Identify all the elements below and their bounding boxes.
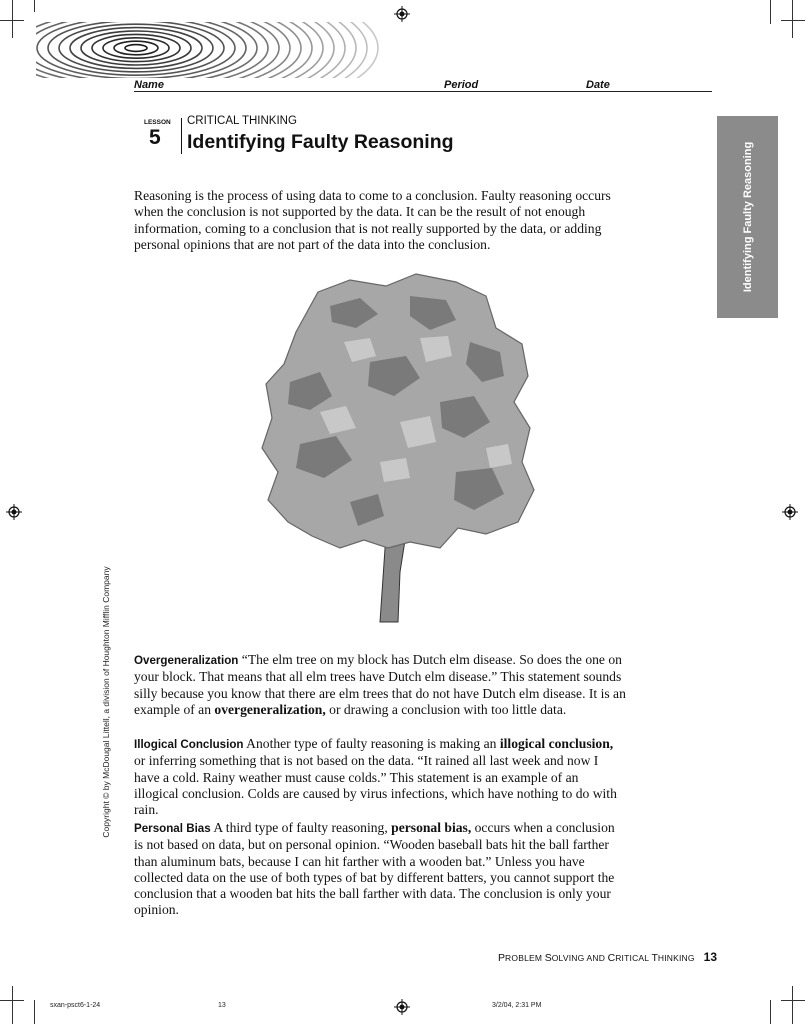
registration-mark-icon bbox=[394, 999, 410, 1015]
section-bold-term: overgeneralization, bbox=[214, 701, 326, 717]
registration-mark-icon bbox=[394, 6, 410, 22]
page-title: Identifying Faulty Reasoning bbox=[187, 131, 454, 153]
page-number: 13 bbox=[703, 950, 717, 964]
section-bold-term: illogical conclusion, bbox=[499, 736, 614, 751]
term-heading: Personal Bias bbox=[134, 822, 211, 835]
lesson-category: CRITICAL THINKING bbox=[187, 115, 297, 127]
section-personal-bias bbox=[134, 820, 626, 919]
section-text: or inferring something that is not based on the data. “It rained all last week and now I have a cold. Rainy weather must cause colds.” This statement is an example of an illogical conclusion. Colds are caused by virus infections, which have nothing to do with rain. bbox=[134, 753, 617, 818]
page-footer: PROBLEM SOLVING AND CRITICAL THINKING 13 bbox=[498, 950, 717, 964]
term-heading: Overgeneralization bbox=[134, 654, 239, 667]
period-label: Period bbox=[444, 79, 479, 91]
section-illogical-conclusion bbox=[134, 736, 626, 818]
section-text: A third type of faulty reasoning, bbox=[210, 820, 392, 835]
section-text: “The elm tree on my block has Dutch elm disease. So does the one on your block. That means that all elm trees have Dutch elm disease.” This statement sounds silly because you know that there are elm trees that do not have Dutch elm disease. It is an example of an bbox=[134, 652, 626, 717]
lesson-number: 5 bbox=[149, 126, 161, 149]
side-tab bbox=[717, 116, 778, 318]
slug-page: 13 bbox=[218, 1002, 226, 1009]
term-heading: Illogical Conclusion bbox=[134, 738, 244, 751]
lesson-divider bbox=[181, 118, 182, 154]
registration-mark-icon bbox=[6, 504, 22, 520]
copyright-notice: Copyright © by McDougal Littell, a division of Houghton Mifflin Company bbox=[101, 566, 111, 838]
slug-date: 3/2/04, 2:31 PM bbox=[492, 1002, 542, 1009]
elm-tree-illustration bbox=[260, 272, 540, 624]
header-rule bbox=[134, 91, 712, 92]
section-overgeneralization bbox=[134, 652, 626, 718]
intro-paragraph: Reasoning is the process of using data to come to a conclusion. Faulty reasoning occurs when the conclusion is not supported by the data. It can be the result of not enough information, coming to a conclusion that is not really supported by the data, or adding personal opinions that are not part of the data into the conclusion. bbox=[134, 188, 611, 252]
lesson-label: LESSON bbox=[144, 119, 171, 126]
section-text: or drawing a conclusion with too little data. bbox=[325, 701, 567, 717]
slug-filename: sxan-psct6-1-24 bbox=[50, 1002, 101, 1009]
side-tab-label: Identifying Faulty Reasoning bbox=[741, 141, 754, 293]
ripple-banner bbox=[36, 22, 656, 78]
section-text: Another type of faulty reasoning is making an bbox=[243, 736, 500, 751]
section-text: occurs when a conclusion is not based on data, but on personal opinion. “Wooden baseball bats hit the ball farther than aluminum bats, because I can hit farther with a wooden bat.” Unless you have collected data on the use of both types of bat by different batters, you cannot support the conclusion that a wooden bat hits the ball farther with data. The conclusion is only your opinion. bbox=[134, 820, 615, 918]
name-label: Name bbox=[134, 79, 164, 91]
date-label: Date bbox=[586, 79, 610, 91]
section-bold-term: personal bias, bbox=[391, 820, 472, 835]
registration-mark-icon bbox=[782, 504, 798, 520]
